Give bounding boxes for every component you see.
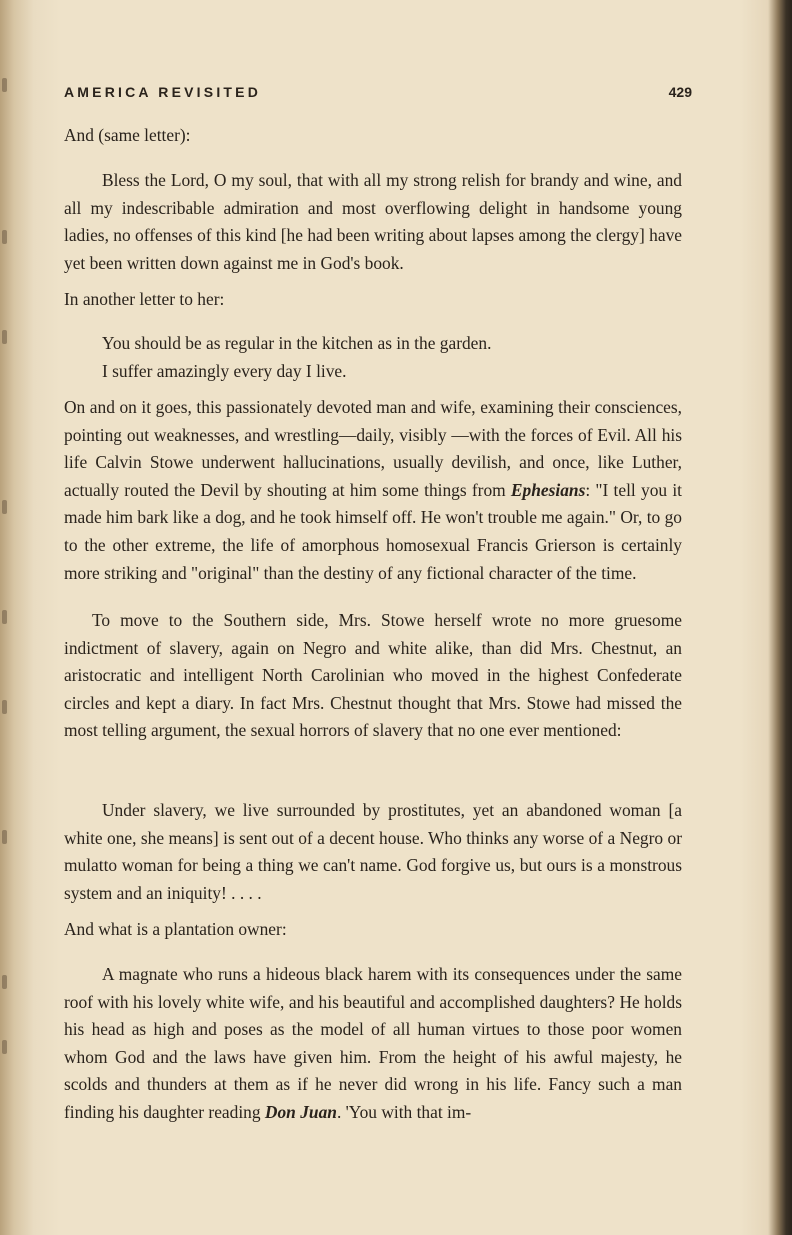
intro-same-letter: And (same letter): <box>64 125 191 145</box>
intro-plantation-owner: And what is a plantation owner: <box>64 919 287 939</box>
running-head-title: AMERICA REVISITED <box>64 84 262 100</box>
paragraph-on-and-on <box>64 394 682 587</box>
quote-text: . 'You with that im- <box>336 1101 472 1122</box>
quote-text: A magnate who runs a hideous black harem with its consequences under the same roof with his lovely white wife, and his beautiful and accomplished daughters? He holds his head as high and poses as the model of all human virtues to those poor women whom God and the laws have given him. From the height of his awful majesty, he scolds and thunders at them as if he never did wrong in his life. Fancy such a man finding his daughter reading <box>64 964 682 1122</box>
page-number: 429 <box>668 84 692 100</box>
italic-title-ephesians: Ephesians <box>510 479 586 500</box>
paragraph-southern-side: To move to the Southern side, Mrs. Stowe herself wrote no more gruesome indictment of slavery, again on Negro and white alike, than did Mrs. Chestnut, an aristocratic and intelligent North Carolinian who moved in the highest Confederate circles and kept a diary. In fact Mrs. Chestnut thought that Mrs. Stowe had missed the most telling argument, the sexual horrors of slavery that no one ever mentioned: <box>64 610 682 741</box>
block-quote-under-slavery: Under slavery, we live surrounded by prostitutes, yet an abandoned woman [a white one, she means] is sent out of a decent house. Who thinks any worse of a Negro or mulatto woman for being a thing we can't name. God forgive us, but ours is a monstrous system and an iniquity! . . . . <box>64 800 682 903</box>
block-quote-magnate <box>64 961 682 1127</box>
paragraph-text: On and on it goes, this passionately devoted man and wife, examining their consciences, pointing out weaknesses, and wrestling—daily, visibly —with the forces of Evil. All his life Calvin Stowe underwent hallucinations, usually devilish, and once, like Luther, actually routed the Devil by shouting at him some things from <box>64 397 682 500</box>
intro-another-letter: In another letter to her: <box>64 289 225 309</box>
running-head <box>64 84 692 104</box>
italic-title-don-juan: Don Juan <box>264 1101 337 1122</box>
verse-quote <box>102 330 682 385</box>
block-quote-bless-the-lord: Bless the Lord, O my soul, that with all my strong relish for brandy and wine, and all my indescribable admiration and most overflowing delight in handsome young ladies, no offenses of this kind [he had been writing about lapses among the clergy] have yet been written down against me in God's book. <box>64 170 682 273</box>
verse-line: You should be as regular in the kitchen as in the garden. <box>102 333 492 353</box>
paragraph-text: : "I tell you it made him bark like a dog, and he took himself off. He won't trouble me again." Or, to go to the other extreme, the life of amorphous homosexual Francis Grierson is certainly more striking and "original" than the destiny of any fictional character of the time. <box>64 479 682 583</box>
verse-line: I suffer amazingly every day I live. <box>102 360 347 381</box>
